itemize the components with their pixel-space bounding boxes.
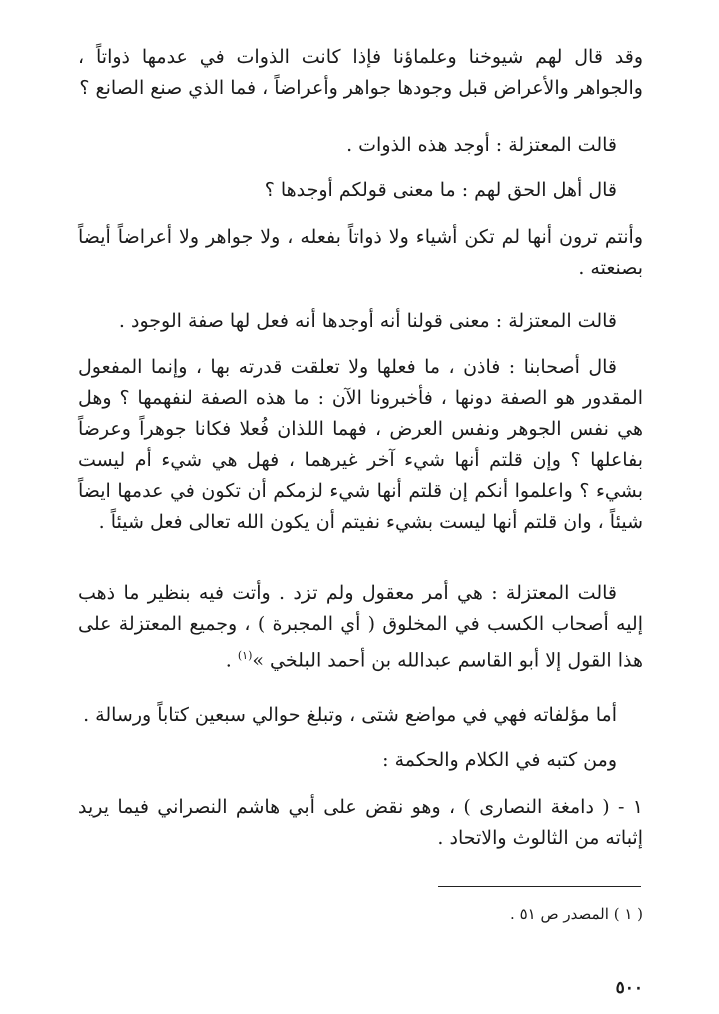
paragraph-9: ومن كتبه في الكلام والحكمة : (382, 749, 617, 771)
page-number: ٥٠٠ (615, 978, 643, 998)
paragraph-7 (78, 578, 643, 676)
footnote-divider (438, 886, 641, 887)
paragraph-2: قالت المعتزلة : أوجد هذه الذوات . (346, 134, 617, 156)
paragraph-8: أما مؤلفاته فهي في مواضع شتى ، وتبلغ حوالي سبعين كتاباً ورسالة . (83, 704, 617, 726)
paragraph-3: قال أهل الحق لهم : ما معنى قولكم أوجدها ؟ (264, 179, 617, 201)
list-item-1: ١ - ( دامغة النصارى ) ، وهو نقض على أبي هاشم النصراني فيما يريد إثباته من الثالوث والاتحاد . (78, 796, 643, 849)
footnote-reference: (١) (237, 649, 253, 662)
paragraph-5: قالت المعتزلة : معنى قولنا أنه أوجدها أنه فعل لها صفة الوجود . (118, 310, 617, 332)
paragraph-6: قال أصحابنا : فاذن ، ما فعلها ولا تعلقت قدرته بها ، وإنما المفعول المقدور هو الصفة دونها ، فأخبرونا الآن : ما هذه الصفة لنفهمها ؟ وهل هي نفس الجوهر ونفس العرض ، فهما اللذان فُعلا فكانا جوهراً وعرضاً بفاعلها ؟ وإن قلتم أنها شيء آخر غيرهما ، فهل هي شيء أم ليست بشيء ؟ واعلموا أنكم إن قلتم أنها شيء لزمكم أن تكون في عدمها ايضاً شيئاً ، وان قلتم أنها ليست بشيء نفيتم أن يكون الله تعالى فعل شيئاً . (78, 356, 643, 533)
paragraph-7-text: قالت المعتزلة : هي أمر معقول ولم تزد . وأتت فيه بنظير ما ذهب إليه أصحاب الكسب في المخلوق ( أي المجبرة ) ، وجميع المعتزلة على هذا القول إلا أبو القاسم عبدالله بن أحمد البلخي » (78, 582, 643, 672)
paragraph-7-end: . (225, 649, 238, 672)
paragraph-4: وأنتم ترون أنها لم تكن أشياء ولا ذواتاً بفعله ، ولا جواهر ولا أعراضاً أيضاً بصنعته . (78, 226, 643, 279)
paragraph-1: وقد قال لهم شيوخنا وعلماؤنا فإذا كانت الذوات في عدمها ذواتاً ، والجواهر والأعراض قبل وجودها جواهر وأعراضاً ، فما الذي صنع الصانع ؟ (78, 46, 643, 99)
footnote: ( ١ ) المصدر ص ٥١ . (510, 905, 643, 923)
